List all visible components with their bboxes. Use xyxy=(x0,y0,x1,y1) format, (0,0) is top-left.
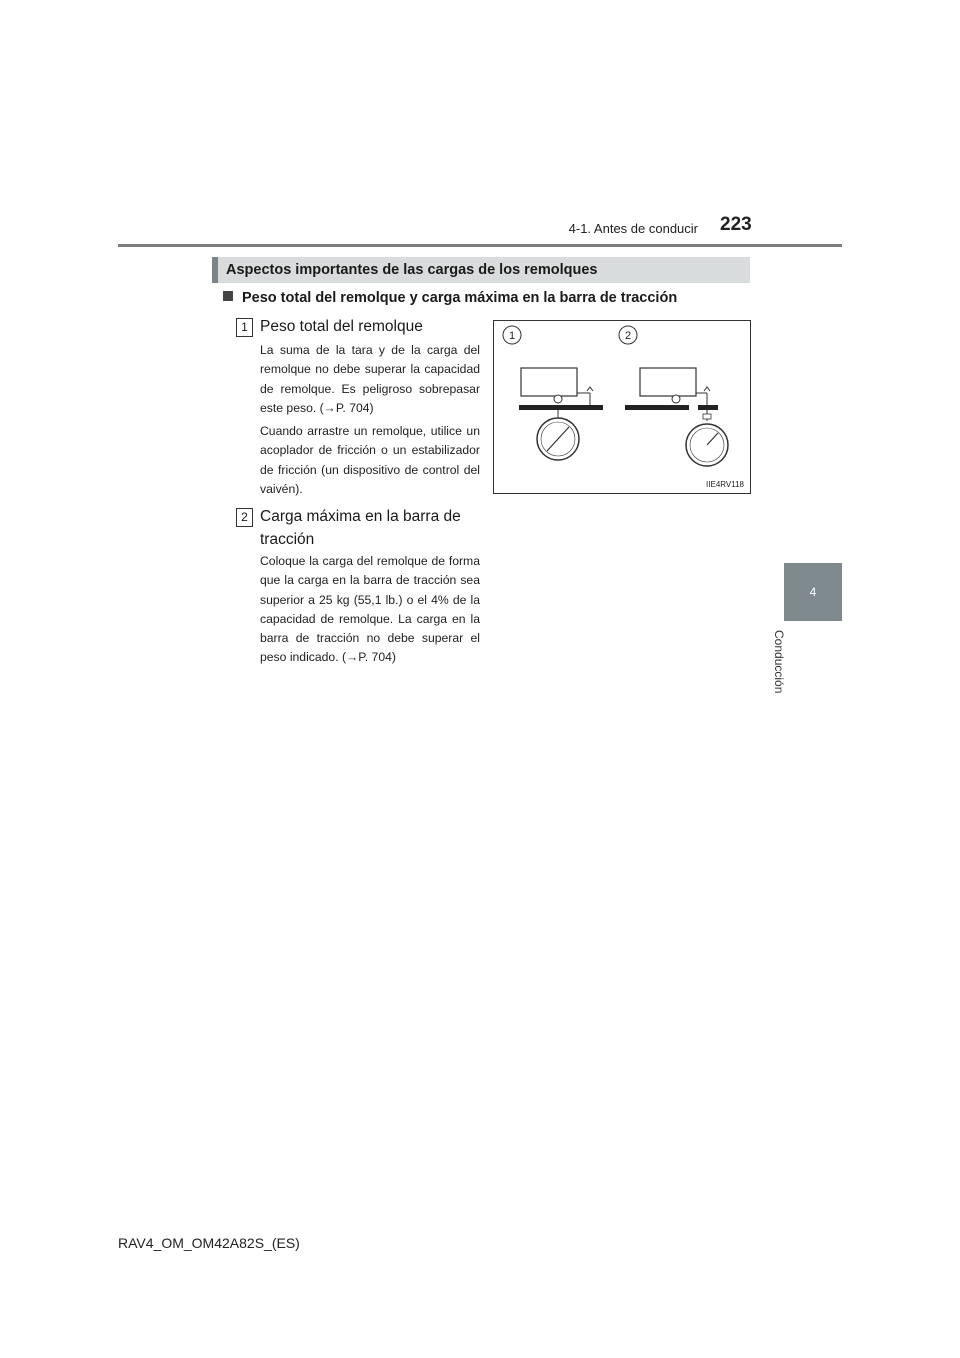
item-paragraph: Coloque la carga del remolque de forma que la carga en la barra de tracción sea superior a 25 kg (55,1 lb.) o el 4% de la capacidad de remolque. La carga en la barra de tracción no debe superar el peso indicado. (→P. 704) xyxy=(260,554,480,665)
footer-doc-id: RAV4_OM_OM42A82S_(ES) xyxy=(118,1235,300,1251)
callout-2 xyxy=(619,326,637,344)
section-title-bar xyxy=(212,257,750,283)
item-number-badge: 2 xyxy=(236,508,253,527)
figure-code: IIE4RV118 xyxy=(706,480,744,489)
chapter-side-label xyxy=(772,630,806,720)
chapter-title: Conducción xyxy=(772,630,786,694)
header-rule xyxy=(118,244,842,247)
trailer-weight-figure xyxy=(493,320,751,494)
callout-2-label: 2 xyxy=(624,330,632,342)
square-bullet-icon xyxy=(223,291,233,301)
trailer-scale-illustration xyxy=(494,321,750,493)
item-title: Carga máxima en la barra de tracción xyxy=(260,508,461,548)
item-number-badge: 1 xyxy=(236,318,253,337)
page-number: 223 xyxy=(720,214,752,235)
subheading xyxy=(223,290,677,306)
item-paragraph: Cuando arrastre un remolque, utilice un acoplador de fricción o un estabilizador de fricción (un dispositivo de control del vaivén). xyxy=(260,424,480,496)
callout-1-label: 1 xyxy=(508,330,516,342)
section-title: Aspectos importantes de las cargas de los remolques xyxy=(226,262,598,278)
drawbar-on-scale xyxy=(625,368,728,466)
trailer-on-scale xyxy=(519,368,603,460)
subheading-text: Peso total del remolque y carga máxima en la barra de tracción xyxy=(242,290,678,306)
chapter-number: 4 xyxy=(809,585,817,599)
item-title: Peso total del remolque xyxy=(260,318,423,335)
item-paragraph: La suma de la tara y de la carga del remolque no debe superar la capacidad de remolque. Es peligroso sobrepasar este peso. (→P. 704) xyxy=(260,343,480,415)
chapter-tab xyxy=(784,563,842,621)
section-bar-accent xyxy=(212,257,218,283)
callout-1 xyxy=(503,326,521,344)
section-label: 4-1. Antes de conducir xyxy=(568,221,698,236)
